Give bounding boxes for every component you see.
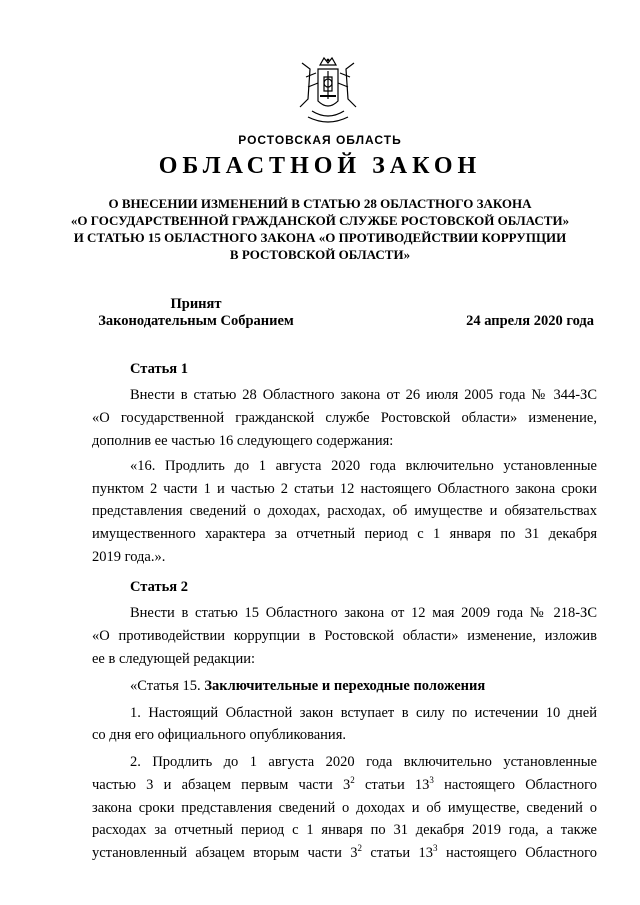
subject-line: «О ГОСУДАРСТВЕННОЙ ГРАЖДАНСКОЙ СЛУЖБЕ РОСТОВСКОЙ ОБЛАСТИ» (70, 213, 570, 228)
article-15-title: Заключительные и переходные положения (204, 678, 486, 694)
superscript: 2 (350, 775, 355, 786)
item-1-line: со дня его официального опубликования. (92, 727, 346, 743)
adoption-block (88, 296, 304, 330)
item-2-line: расходах за отчетный период с 1 января по 31 декабря 2019 года, а также (92, 822, 597, 838)
adoption-date: 24 апреля 2020 года (466, 313, 594, 329)
article-2-text-line: Внести в статью 15 Областного закона от 12 мая 2009 года № 218-ЗС (130, 605, 597, 621)
item-1-line: 1. Настоящий Областной закон вступает в силу по истечении 10 дней (130, 705, 597, 721)
item-2-text: статьи 13 (362, 845, 434, 861)
article-15-prefix: «Статья 15. (130, 678, 205, 694)
article-1-heading: Статья 1 (130, 361, 188, 377)
article-1-quote-line: имущественного характера за отчетный период с 1 января по 31 декабря (92, 526, 597, 542)
item-2-line (92, 777, 597, 794)
article-1-text-line: дополнив ее частью 16 следующего содержания: (92, 433, 394, 449)
superscript: 3 (433, 843, 438, 854)
article-2-text-line: «О противодействии коррупции в Ростовской области» изменение, изложив (92, 628, 597, 644)
article-15-quote-heading (130, 678, 485, 695)
article-1-text-line: Внести в статью 28 Областного закона от 26 июля 2005 года № 344-ЗС (130, 387, 597, 403)
article-2-text-line: ее в следующей редакции: (92, 651, 255, 667)
article-1-quote-line: «16. Продлить до 1 августа 2020 года включительно установленные (130, 458, 597, 474)
item-2-text: статьи 13 (354, 777, 430, 793)
superscript: 3 (429, 775, 434, 786)
item-2-line (92, 845, 597, 862)
law-subject (40, 195, 600, 263)
item-2-text: частью 3 и абзацем первым части 3 (92, 777, 351, 793)
article-2-heading: Статья 2 (130, 579, 188, 595)
region-name: РОСТОВСКАЯ ОБЛАСТЬ (238, 133, 402, 147)
superscript: 2 (357, 843, 363, 854)
item-2-line: закона сроки представления сведений о доходах и об имуществе, сведений о (92, 800, 597, 816)
article-1-text-line: «О государственной гражданской службе Ростовской области» изменение, (92, 410, 597, 426)
coat-of-arms-emblem (296, 55, 360, 127)
item-2-text: настоящего Областного (433, 777, 597, 793)
item-2-text: установленный абзацем вторым части 3 (92, 845, 358, 861)
adopted-label: Принят (170, 296, 222, 312)
subject-line: И СТАТЬЮ 15 ОБЛАСТНОГО ЗАКОНА «О ПРОТИВОДЕЙСТВИИ КОРРУПЦИИ (73, 230, 567, 245)
item-2-text: настоящего Областного (437, 845, 597, 861)
article-1-quote-line: представления сведений о доходах, расходах, об имуществе и обязательствах (92, 503, 597, 519)
law-type-title: ОБЛАСТНОЙ ЗАКОН (158, 153, 482, 179)
article-1-quote-line: 2019 года.». (92, 549, 166, 565)
item-2-line: 2. Продлить до 1 августа 2020 года включительно установленные (130, 754, 597, 770)
article-1-quote-line: пунктом 2 части 1 и частью 2 статьи 12 настоящего Областного закона сроки (92, 481, 597, 497)
subject-line: О ВНЕСЕНИИ ИЗМЕНЕНИЙ В СТАТЬЮ 28 ОБЛАСТНОГО ЗАКОНА (108, 196, 532, 211)
adopted-by: Законодательным Собранием (98, 313, 294, 329)
subject-line: В РОСТОВСКОЙ ОБЛАСТИ» (229, 247, 411, 262)
